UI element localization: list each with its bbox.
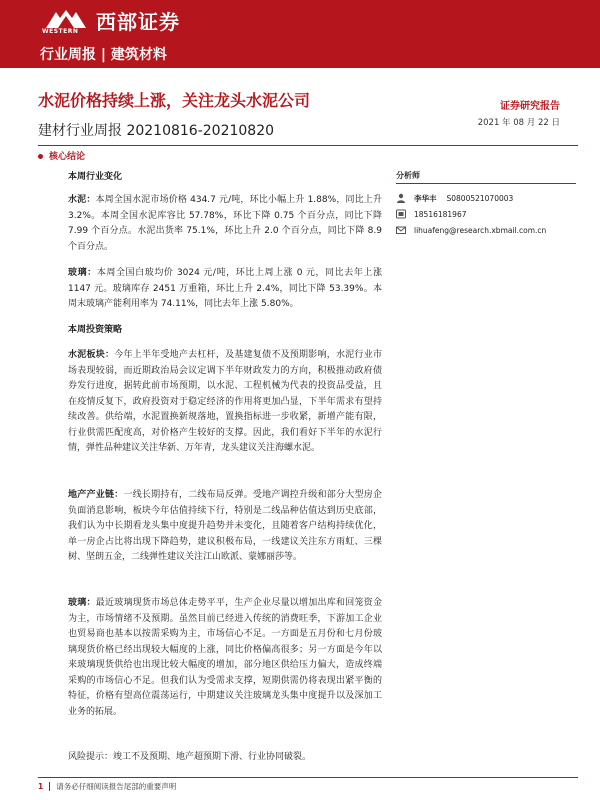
text-cement: 本周全国水泥市场价格 434.7 元/吨，环比小幅上升 1.88%，同比上升 3.2%。本周全国水泥库容比 57.78%，环比下降 0.75 个百分点，同比下降 7.99 个百分点。水泥出货率 75.1%，环比上升 2.0 个百分点，同比下降 8.9 个百分点。 xyxy=(68,195,382,252)
risk-warning: 风险提示：竣工不及预期、地产超预期下滑、行业协同破裂。 xyxy=(68,752,312,762)
phone-icon xyxy=(396,209,406,219)
report-date: 2021 年 08 月 22 日 xyxy=(477,118,560,128)
analyst-email[interactable]: lihuafeng@research.xbmail.com.cn xyxy=(414,225,547,235)
report-category: 行业周报 | 建筑材料 xyxy=(40,47,167,63)
footer-separator xyxy=(49,782,50,791)
paragraph-glass xyxy=(68,266,382,313)
label-glass: 玻璃： xyxy=(68,268,97,278)
page-number: 1 xyxy=(38,782,44,791)
paragraph-property-chain xyxy=(68,488,382,566)
analyst-label: 分析师 xyxy=(396,170,576,184)
analyst-phone: 18516181967 xyxy=(414,209,467,219)
email-icon xyxy=(396,225,406,235)
bullet-dot-icon xyxy=(38,154,43,159)
brand-en: WESTERN xyxy=(42,28,79,35)
label-cement-sector: 水泥板块： xyxy=(68,350,115,360)
section-label-text: 核心结论 xyxy=(49,152,86,162)
analyst-email-row xyxy=(396,222,576,238)
paragraph-glass-strategy xyxy=(68,596,382,720)
header-bar xyxy=(0,0,600,68)
page-title: 水泥价格持续上涨，关注龙头水泥公司 xyxy=(38,91,311,110)
analyst-panel xyxy=(396,170,576,238)
page-subtitle: 建材行业周报 20210816-20210820 xyxy=(38,123,275,139)
person-icon xyxy=(396,193,406,203)
footer-disclaimer: 请务必仔细阅读报告尾部的重要声明 xyxy=(56,782,177,791)
western-logo-icon xyxy=(44,8,88,30)
text-cement-sector: 今年上半年受地产去杠杆，及基建复债不及预期影响，水泥行业市场表现较弱，而近期政治局会议定调下半年财政发力的方向，积极推动政府债券发行进度，据转此前市场预期，以水泥、工程机械为代表的投资品受益，且在疫情反复下，政府投资对于稳定经济的作用将更加凸显，下半年需求有望持续改善。供给端，水泥置换新规落地，置换指标进一步收紧，新增产能有限，行业供需匹配度高，对价格产生较好的支撑。因此，我们看好下半年的水泥行情，弹性品种建议关注华新、万年青，龙头建议关注海螺水泥。 xyxy=(68,350,382,453)
label-property-chain: 地产产业链： xyxy=(68,490,124,500)
text-glass-strategy: 最近玻璃现货市场总体走势平平，生产企业尽量以增加出库和回笼资金为主，市场情绪不及预期。虽然目前已经进入传统的消费旺季，下游加工企业也贸易商也基本以按需采购为主，市场信心不足。一方面是五月份和七月份玻璃现货价格已经出现较大幅度的上涨，同比价格偏高很多；另一方面是今年以来玻璃现货供给也出现比较大幅度的增加，部分地区供给压力偏大，造成终端采购的市场信心不足。但我们认为受需求支撑，短期供需仍将表现出紧平衡的特征，价格有望高位震荡运行，中期建议关注玻璃龙头集中度提升以及深加工业务的拓展。 xyxy=(68,598,382,717)
section-label xyxy=(38,149,85,162)
divider xyxy=(38,145,578,146)
footer-divider xyxy=(38,777,578,778)
heading-strategy: 本周投资策略 xyxy=(68,325,123,335)
label-cement: 水泥： xyxy=(68,195,96,205)
analyst-phone-row xyxy=(396,206,576,222)
report-type: 证券研究报告 xyxy=(500,101,560,112)
text-glass: 本周全国白玻均价 3024 元/吨，环比上周上涨 0 元，同比去年上涨 1147 元。玻璃库存 2451 万重箱，环比上升 2.4%，同比下降 53.39%。本周末玻璃产能利用率为 74.11%，同比去年上涨 5.80%。 xyxy=(68,268,382,309)
brand-cn: 西部证券 xyxy=(96,10,180,34)
heading-weekly-changes: 本周行业变化 xyxy=(68,172,123,182)
label-glass-strategy: 玻璃： xyxy=(68,598,96,608)
paragraph-cement xyxy=(68,193,382,255)
text-property-chain: 一线长期持有，二线布局反弹。受地产调控升级和部分大型房企负面消息影响，板块今年估值持续下行，特别是二线品种估值达到历史底部，我们认为中长期看龙头集中度提升趋势并未变化，且随着客户结构持续优化，单一房企占比将出现下降趋势，建议积极布局，一线建议关注东方雨虹、三棵树、坚朗五金，二线弹性建议关注江山欧派、蒙娜丽莎等。 xyxy=(68,490,382,562)
analyst-cert: S0800521070003 xyxy=(446,193,514,203)
footer xyxy=(38,781,176,792)
paragraph-cement-sector xyxy=(68,348,382,457)
analyst-name-row xyxy=(396,190,576,206)
analyst-name: 李华丰 xyxy=(414,193,437,203)
